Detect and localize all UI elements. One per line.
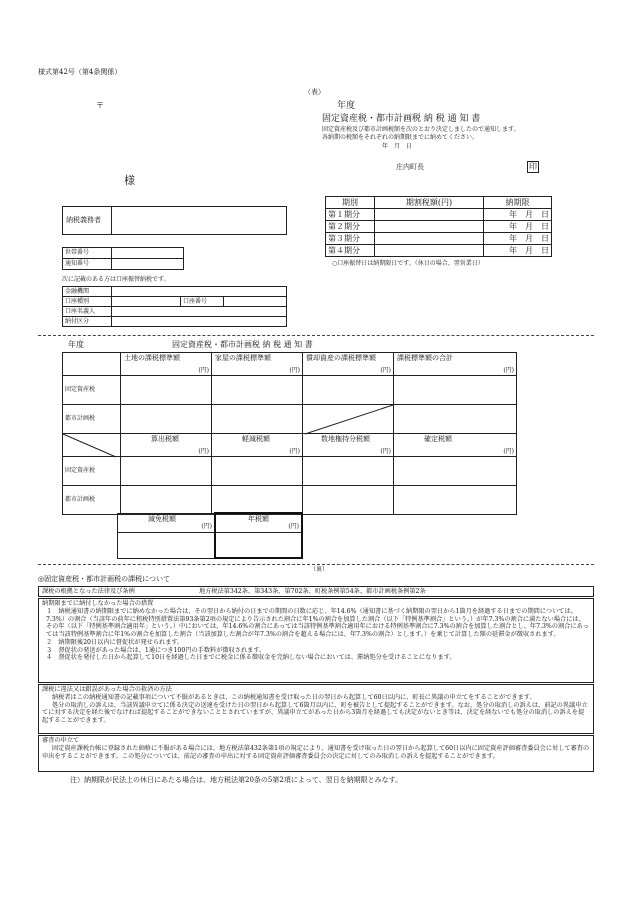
fixed-asset-tax-label: 固定資産税	[63, 376, 121, 405]
fixed-tax-header: 確定税額	[424, 435, 452, 443]
due-date: 年 月 日	[484, 221, 552, 233]
due-date: 年 月 日	[484, 209, 552, 221]
issue-date: 年 月 日	[382, 143, 413, 150]
honorific: 様	[124, 174, 135, 187]
due-date: 年 月 日	[484, 233, 552, 245]
lower-fiscal-year: 年度	[68, 340, 84, 349]
payment-type-label: 納付区分	[63, 317, 112, 327]
appeal-section	[38, 684, 594, 734]
front-side-label: （表）	[304, 88, 325, 96]
depreciable-header: 償却資産の課税標準額	[306, 354, 376, 362]
period-label: 第２期分	[326, 221, 375, 233]
period-label: 第３期分	[326, 233, 375, 245]
exemption-header: 減免税額	[148, 514, 176, 523]
review-title: 審査の申立て	[42, 737, 80, 744]
lower-title: 固定資産税・都市計画税 納 税 通 知 書	[172, 340, 313, 349]
late-payment-section	[38, 598, 594, 683]
mayor-name: 庄内町長	[396, 163, 424, 171]
law-text: 地方税法第342条、第343条、第702条、町税条例第54条、都市計画税条例第2条	[199, 588, 426, 595]
total-header: 課税標準額の合計	[397, 354, 453, 362]
city-planning-tax-label: 都市計画税	[63, 405, 121, 434]
account-type-label: 口座種別	[63, 297, 112, 307]
transfer-date-note: ○口座振替日は納期限日です。（休日の場合、翌営業日）	[332, 260, 484, 267]
fixed-asset-tax-label: 固定資産税	[63, 457, 121, 486]
household-label: 世帯番号	[63, 248, 112, 259]
notice-no-label: 通知番号	[63, 259, 112, 270]
period-label: 第１期分	[326, 209, 375, 221]
appeal-title: 課税に違法又は錯誤があった場合の救済の方法	[42, 686, 172, 693]
reduced-tax-header: 軽減税額	[242, 435, 270, 443]
form-number: 様式第42号（第4条関係）	[38, 68, 122, 76]
law-label: 課税の根拠となった法律及び条例	[42, 588, 135, 595]
period-header: 期別	[326, 197, 375, 209]
appeal-text-2: 処分の取消しの訴えは、当該異議申立てに係る決定の送達を受けた日の翌日から起算して6箇月以内に、町を被告として提起することができます。なお、処分の取消しの訴えは、前記の異議申立てに対する決定を経た後でなければ提起することができないこととされていますが、異議申立てがあった日から3箇月を経過しても決定がないとき等は、決定を経ないでも処分の取消しの訴えを提起することができます。	[42, 701, 588, 724]
official-seal: 印	[529, 162, 537, 171]
notice-title: 固定資産税・都市計画税 納 税 通 知 書	[322, 114, 481, 124]
late-item-2: ２ 納期限後20日以内に督促状が発せられます。	[46, 638, 184, 646]
annual-tax-header: 年税額	[248, 515, 269, 523]
postal-mark: 〒	[96, 101, 104, 110]
footnote: 注）納期限が民法上の休日にあたる場合は、地方税法第20条の5第2項によって、翌日を納期限とみなす。	[70, 776, 403, 784]
amount-header: 期割税額(円)	[375, 197, 484, 209]
city-planning-tax-label: 都市計画税	[63, 486, 121, 515]
late-item-1: １ 納税通知書の納期限までに納めなかった場合は、その翌日から納付の日までの期間の日数に応じ、年14.6%（通知書に基づく納期限の翌日から1箇月を経過する日までの期間については、7.3%）の割合（当該年の前年に租税特別措置法第93条第2項の規定により告示された割合に年1%の割合を加算した割合（以下「特例基準割合」という。）が年7.3%の割合に満たない場合には、その年（以下「特例基準割合適用年」という。）中においては、年14.6%の割合にあっては当該特例基準割合適用年における特例基準割合に7.3%の割合を加算した割合とし、年7.3%の割合にあっては当該特例基準割合に年1%の割合を加算した割合（当該加算した割合が年7.3%の割合を超える場合には、年7.3%の割合）とします。）を乗じて計算した額の延滞金が徴収されます。	[46, 607, 589, 638]
review-text: 固定資産課税台帳に登録された価格に不服がある場合には、地方税法第432条第1項の規定により、通知書を受け取った日の翌日から起算して60日以内に固定資産評価審査委員会に対して審査の申出をすることができます。この処分については、前記の審査の申出に対する固定資産評価審査委員会の決定に対してのみ取消しの訴えを提起することができます。	[42, 744, 590, 760]
review-section	[38, 735, 594, 772]
annual-tax-value	[215, 532, 302, 558]
back-title: ◎固定資産税・都市計画税の課税について	[38, 575, 170, 583]
notice-text-1: 固定資産税及び都市計画税額を次のとおり決定しましたので通知します。	[322, 126, 520, 133]
late-item-4: ４ 督促状を発付した日から起算して10日を経過した日までに税金に係る徴収金を完納しない場合においては、滞納処分を受けることになります。	[46, 654, 456, 662]
period-label: 第４期分	[326, 245, 375, 257]
house-header: 家屋の課税標準額	[215, 354, 271, 362]
land-header: 土地の課税標準額	[124, 354, 180, 362]
notice-text-2: 各納期の税額をそれぞれの納期限までに納めてください。	[322, 134, 479, 141]
back-side-label: （裏）	[310, 566, 329, 573]
share-tax-header: 数地権持分税額	[321, 435, 370, 443]
annual-tax-table: 減免税額 (円) 年税額 (円)	[117, 512, 303, 559]
law-row	[38, 586, 594, 597]
bank-name-label: 金融機関	[63, 287, 112, 297]
account-holder-label: 口座名義人	[63, 307, 112, 317]
account-number-label: 口座番号	[181, 297, 224, 307]
fold-line	[38, 564, 594, 565]
late-item-3: ３ 督促状の発送があった場合は、1通につき100円の手数料が徴収されます。	[46, 646, 266, 654]
transfer-note: 次に記載のある方は口座振替納税です。	[62, 276, 170, 283]
assessment-table: 土地の課税標準額 (円) 家屋の課税標準額 (円) 償却資産の課税標準額 (円) 課税標準額の合計 (円) 固定資産税 都市計画税 算出税額 (円) 軽減税額 (円) 数地権持分税額 (円) 確定税額 (円) 固定資産税 都市計画税	[62, 352, 517, 515]
late-title: 納期限までに納付しなかった場合の措置	[42, 600, 154, 607]
due-header: 納期限	[484, 197, 552, 209]
due-date: 年 月 日	[484, 245, 552, 257]
appeal-text-1: 納税者はこの納税通知書の記載事項について不服があるときは、この納税通知書を受け取った日の翌日から起算して60日以内に、町長に異議の申立てをすることができます。	[52, 693, 536, 701]
taxpayer-label: 納税義務者	[66, 216, 101, 224]
computed-tax-header: 算出税額	[151, 435, 179, 443]
fiscal-year: 年度	[337, 101, 356, 111]
